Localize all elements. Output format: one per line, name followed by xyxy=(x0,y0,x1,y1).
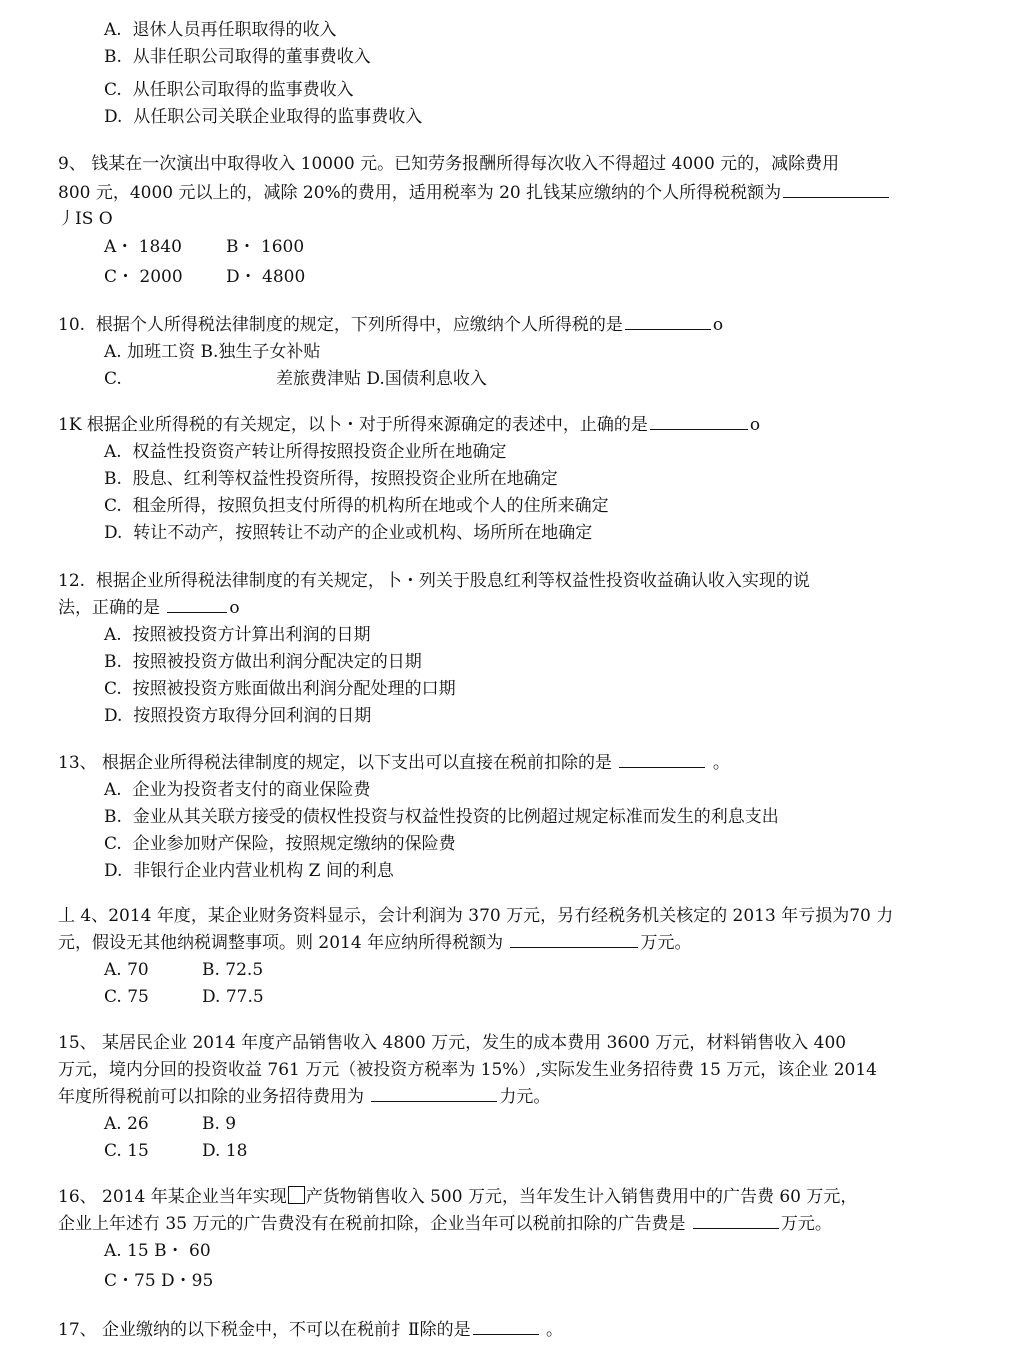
q9-question-line-1: 9、 钱某在一次演出中取得收入 10000 元。已知劳务报酬所得每次收入不得超过 4000 元的，减除费用 xyxy=(58,154,840,174)
q14-option-c: C. 75 xyxy=(104,987,149,1007)
q11-option-d: D. 转让不动产，按照转让不动产的企业或机构、场所所在地确定 xyxy=(104,523,593,543)
q12-question-line-2: 法，正确的是 o xyxy=(58,598,240,618)
answer-blank xyxy=(650,415,748,430)
q10-option-cd: 差旅费津贴 D.国债利息收入 xyxy=(276,369,487,389)
answer-blank xyxy=(619,753,705,768)
q16-option-ab: A. 15 B・ 60 xyxy=(104,1241,211,1261)
q10-option-c-label: C. xyxy=(104,369,122,389)
q13-question-line: 13、 根据企业所得税法律制度的规定，以下支出可以直接在税前扣除的是 。 xyxy=(58,753,730,773)
q14-option-d: D. 77.5 xyxy=(202,987,264,1007)
q11-option-a: A. 权益性投资资产转让所得按照投资企业所在地确定 xyxy=(104,442,507,462)
q9-option-b: B・ 1600 xyxy=(226,237,305,257)
q9-option-a: A・ 1840 xyxy=(104,237,182,257)
q10-question-line: 10. 根据个人所得税法律制度的规定，下列所得中，应缴纳个人所得税的是 o xyxy=(58,315,724,335)
answer-blank xyxy=(167,598,227,613)
q9-option-d: D・ 4800 xyxy=(226,267,306,287)
missing-glyph-box xyxy=(288,1186,305,1204)
q8-option-c: C. 从任职公司取得的监事费收入 xyxy=(104,80,354,100)
q13-option-a: A. 企业为投资者支付的商业保险费 xyxy=(104,780,371,800)
q16-question-line-2: 企业上年述冇 35 万元的广告费没有在税前扣除，企业当年可以税前扣除的广告费是 万元。 xyxy=(58,1214,832,1234)
answer-blank xyxy=(783,183,889,198)
q15-question-line-2: 万元，境内分回的投资收益 761 万元（被投资方税率为 15%）,实际发生业务招待费 15 万元，该企业 2014 xyxy=(58,1060,877,1080)
q12-option-d: D. 按照投资方取得分回利润的日期 xyxy=(104,706,372,726)
q15-question-line-3: 年度所得税前可以扣除的业务招待费用为 力元。 xyxy=(58,1087,551,1107)
q15-option-c: C. 15 xyxy=(104,1141,149,1161)
q17-question-line: 17、 企业缴纳的以下税金中，不可以在税前扌Ⅱ除的是 。 xyxy=(58,1320,563,1340)
q12-question-line-1: 12. 根据企业所得税法律制度的有关规定，卜・列关于股息红利等权益性投资收益确认收入实现的说 xyxy=(58,571,810,591)
q15-question-line-1: 15、 某居民企业 2014 年度产品销售收入 4800 万元，发生的成本费用 3600 万元，材料销售收入 400 xyxy=(58,1033,847,1053)
q10-option-ab: A. 加班工资 B.独生子女补贴 xyxy=(104,342,321,362)
answer-blank xyxy=(693,1214,779,1229)
q14-option-b: B. 72.5 xyxy=(202,960,264,980)
answer-blank xyxy=(473,1320,539,1335)
q9-option-c: C・ 2000 xyxy=(104,267,183,287)
q14-question-line-2: 元，假设无其他纳税调整事项。则 2014 年应纳所得税额为 万元。 xyxy=(58,933,692,953)
q11-option-c: C. 租金所得，按照负担支付所得的机构所在地或个人的住所来确定 xyxy=(104,496,609,516)
q9-question-line-3: 丿IS O xyxy=(58,209,113,229)
answer-blank xyxy=(371,1087,497,1102)
q16-question-line-1: 16、 2014 年某企业当年实现 产货物销售收入 500 万元，当年发生计入销售费用中的广告费 60 万元， xyxy=(58,1187,858,1207)
answer-blank xyxy=(625,315,711,330)
q11-option-b: B. 股息、红利等权益性投资所得，按照投资企业所在地确定 xyxy=(104,469,558,489)
q8-option-d: D. 从任职公司关联企业取得的监事费收入 xyxy=(104,107,423,127)
q15-option-d: D. 18 xyxy=(202,1141,248,1161)
q12-option-c: C. 按照被投资方账面做出利润分配处理的口期 xyxy=(104,679,456,699)
q13-option-c: C. 企业参加财产保险，按照规定缴纳的保险费 xyxy=(104,834,456,854)
q15-option-b: B. 9 xyxy=(202,1114,237,1134)
q15-option-a: A. 26 xyxy=(104,1114,149,1134)
q12-option-b: B. 按照被投资方做出利润分配决定的日期 xyxy=(104,652,422,672)
q14-question-line-1: 丄 4、2014 年度，某企业财务资料显示，会计利润为 370 万元，另冇经税务机关核定的 2013 年亏损为70 力 xyxy=(58,906,894,926)
q8-option-a: A. 退休人员再任职取得的收入 xyxy=(104,20,337,40)
q13-option-d: D. 非银行企业内营业机构 Z 间的利息 xyxy=(104,861,394,881)
q8-option-b: B. 从非任职公司取得的董事费收入 xyxy=(104,47,371,67)
q12-option-a: A. 按照被投资方计算出利润的日期 xyxy=(104,625,371,645)
answer-blank xyxy=(510,933,638,948)
q13-option-b: B. 金业从其关联方接受的债权性投资与权益性投资的比例超过规定标准而发生的利息支出 xyxy=(104,807,779,827)
q16-option-cd: C・75 D・95 xyxy=(104,1271,214,1291)
q14-option-a: A. 70 xyxy=(104,960,149,980)
q9-question-line-2: 800 元，4000 元以上的，减除 20%的费用，适用税率为 20 扎钱某应缴纳的个人所得税税额为 xyxy=(58,182,891,204)
q11-question-line: 1K 根据企业所得税的有关规定，以卜・对于所得來源确定的表述中，止确的是 o xyxy=(58,415,761,435)
